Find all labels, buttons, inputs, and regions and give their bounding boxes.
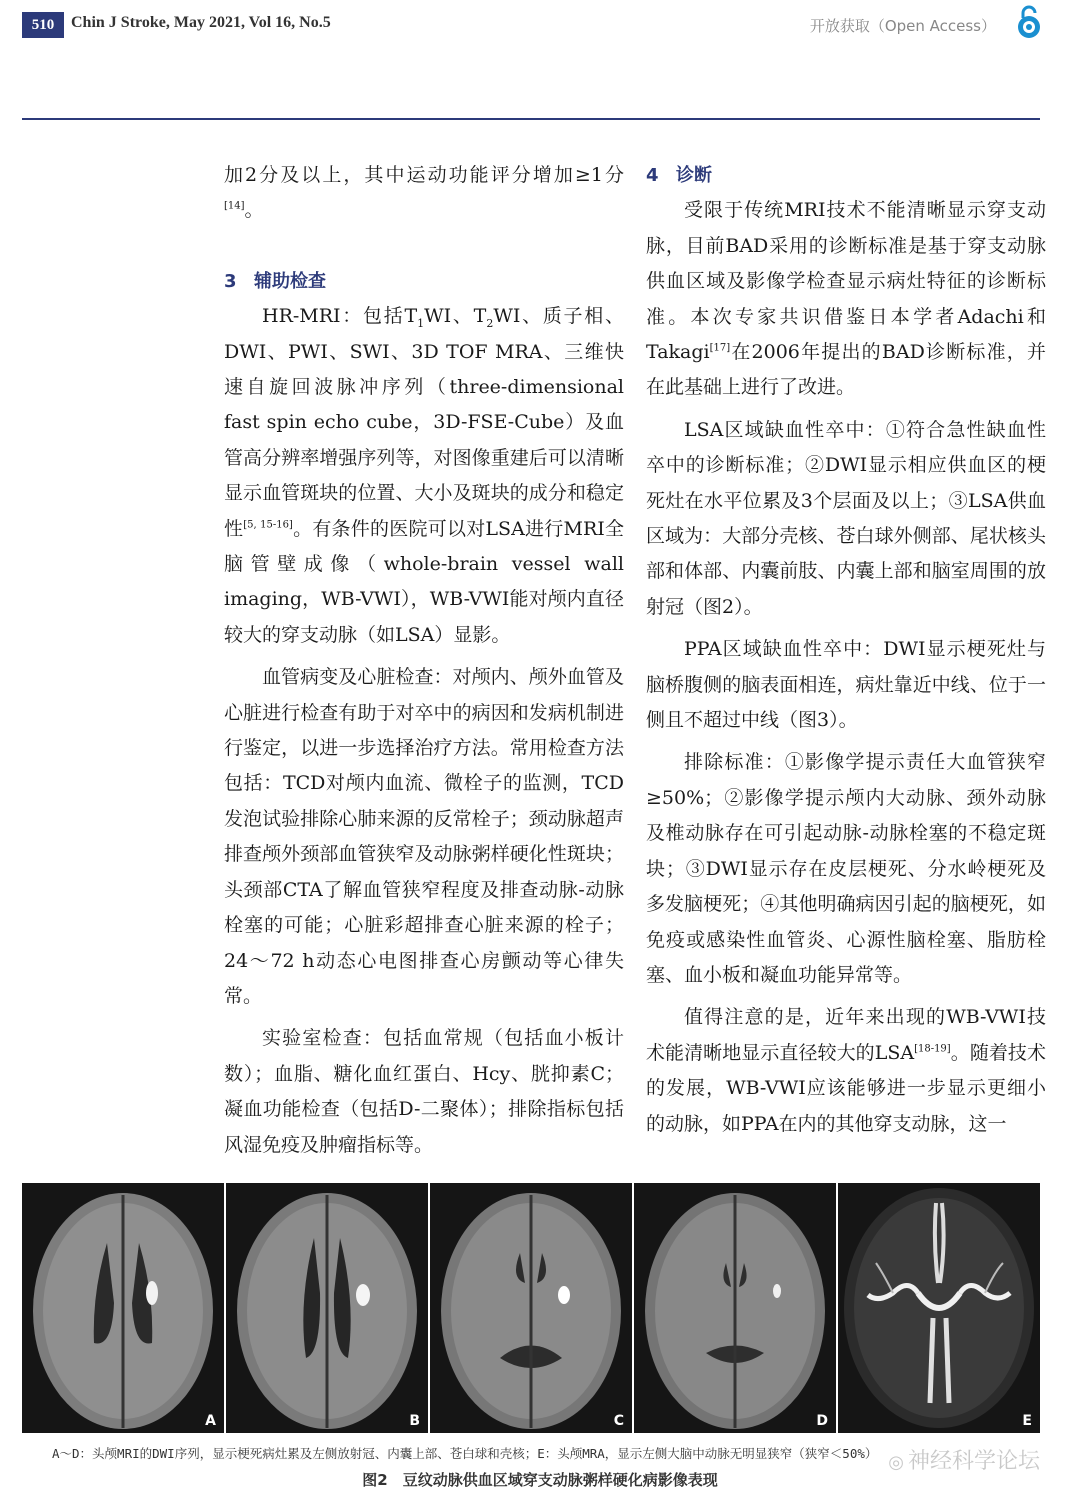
mra-vessel-image [838, 1183, 1040, 1433]
paragraph-vascular-cardiac: 血管病变及心脏检查：对颅内、颅外血管及心脏进行检查有助于对卒中的病因和发病机制进行鉴定，以进一步选择治疗方法。常用检查方法包括：TCD对颅内血流、微栓子的监测，TCD发泡试验排除心肺来源的反常栓子；颈动脉超声排查颅外颈部血管狭窄及动脉粥样硬化性斑块；头颈部CTA了解血管狭窄程度及排查动脉-动脉栓塞的可能；心脏彩超排查心脏来源的栓子；24～72 h动态心电图排查心房颤动等心律失常。 [224, 666, 624, 1007]
paragraph-wb-vwi-note: 值得注意的是，近年来出现的WB-VWI技术能清晰地显示直径较大的LSA[18-19]。随着技术的发展，WB-VWI应该能够进一步显示更细小的动脉，如PPA在内的其他穿支动脉，这一 [646, 1006, 1046, 1135]
figure-title: 图2 豆纹动脉供血区域穿支动脉粥样硬化病影像表现 [362, 1471, 718, 1489]
page-header [0, 0, 1080, 60]
panel-label: A [205, 1413, 216, 1429]
panel-label: D [816, 1413, 828, 1429]
infarct-lesion [146, 1281, 158, 1305]
figure-panel-e [838, 1183, 1040, 1433]
infarct-lesion [356, 1284, 370, 1306]
paragraph-lsa-criteria: LSA区域缺血性卒中：①符合急性缺血性卒中的诊断标准；②DWI显示相应供血区的梗死灶在水平位累及3个层面及以上；③LSA供血区域为：大部分壳核、苍白球外侧部、尾状核头部和体部、内囊前肢、内囊上部和脑室周围的放射冠（图2）。 [646, 418, 1046, 618]
figure-panel-c [430, 1183, 632, 1433]
dwi-brain-image [634, 1183, 836, 1433]
section-heading-3: 3 辅助检查 [224, 270, 326, 292]
header-rule [22, 118, 1040, 120]
paragraph-diagnosis-intro: 受限于传统MRI技术不能清晰显示穿支动脉，目前BAD采用的诊断标准是基于穿支动脉供血区域及影像学检查显示病灶特征的诊断标准。本次专家共识借鉴日本学者Adachi和Takagi[17]在2006年提出的BAD诊断标准，并在此基础上进行了改进。 [646, 199, 1046, 399]
right-column [646, 158, 1046, 1142]
section-heading-4: 4 诊断 [646, 165, 712, 186]
open-access-label: 开放获取（Open Access） [809, 17, 996, 35]
dwi-brain-image [430, 1183, 632, 1433]
journal-citation: Chin J Stroke, May 2021, Vol 16, No.5 [71, 14, 331, 31]
paragraph-exclusion-criteria: 排除标准：①影像学提示责任大血管狭窄≥50%；②影像学提示颅内大动脉、颈外动脉及椎动脉存在可引起动脉-动脉栓塞的不稳定斑块；③DWI显示存在皮层梗死、分水岭梗死及多发脑梗死；④其他明确病因引起的脑梗死，如免疫或感染性血管炎、心源性脑栓塞、脂肪栓塞、血小板和凝血功能异常等。 [646, 751, 1046, 986]
panel-label: E [1022, 1413, 1032, 1429]
dwi-brain-image [226, 1183, 428, 1433]
figure-panel-b [226, 1183, 428, 1433]
infarct-lesion [773, 1284, 781, 1298]
panel-label: B [409, 1413, 420, 1429]
page-number: 510 [22, 12, 64, 38]
paragraph-laboratory: 实验室检查：包括血常规（包括血小板计数）；血脂、糖化血红蛋白、Hcy、胱抑素C；凝血功能检查（包括D-二聚体）；排除指标包括风湿免疫及肿瘤指标等。 [224, 1027, 624, 1156]
figure-caption-detail: A～D：头颅MRI的DWI序列，显示梗死病灶累及左侧放射冠、内囊上部、苍白球和壳核；E：头颅MRA，显示左侧大脑中动脉无明显狭窄（狭窄＜50%） [52, 1446, 878, 1461]
figure-panel-d [634, 1183, 836, 1433]
paragraph-ppa-criteria: PPA区域缺血性卒中：DWI显示梗死灶与脑桥腹侧的脑表面相连，病灶靠近中线、位于一侧且不超过中线（图3）。 [646, 638, 1046, 732]
wechat-icon: ◎ [888, 1452, 904, 1473]
infarct-lesion [558, 1286, 570, 1304]
open-access-lock-icon [1014, 4, 1044, 40]
dwi-brain-image [22, 1183, 224, 1433]
paragraph-hr-mri: HR-MRI：包括$T_1WI$、$T_2WI$、质子相、DWI、PWI、SWI、3D TOF MRA、三维快速自旋回波脉冲序列（three-dimensional fast spin echo cube，3D-FSE-Cube）及血管高分辨率增强序列等，对图像重建后可以清晰显示血管斑块的位置、大小及斑块的成分和稳定性[5, 15-16]。有条件的医院可以对LSA进行MRI全脑管壁成像（whole-brain vessel wall imaging，WB-VWI），WB-VWI能对颅内直径较大的穿支动脉（如LSA）显影。 [224, 305, 624, 646]
paragraph-continued: 加2分及以上，其中运动功能评分增加≥1分[14]。 [224, 164, 624, 222]
figure-2 [22, 1183, 1040, 1433]
left-column [224, 158, 624, 1163]
figure-panel-a [22, 1183, 224, 1433]
panel-label: C [613, 1413, 624, 1429]
wechat-watermark: ◎ 神经科学论坛 [888, 1449, 1040, 1474]
